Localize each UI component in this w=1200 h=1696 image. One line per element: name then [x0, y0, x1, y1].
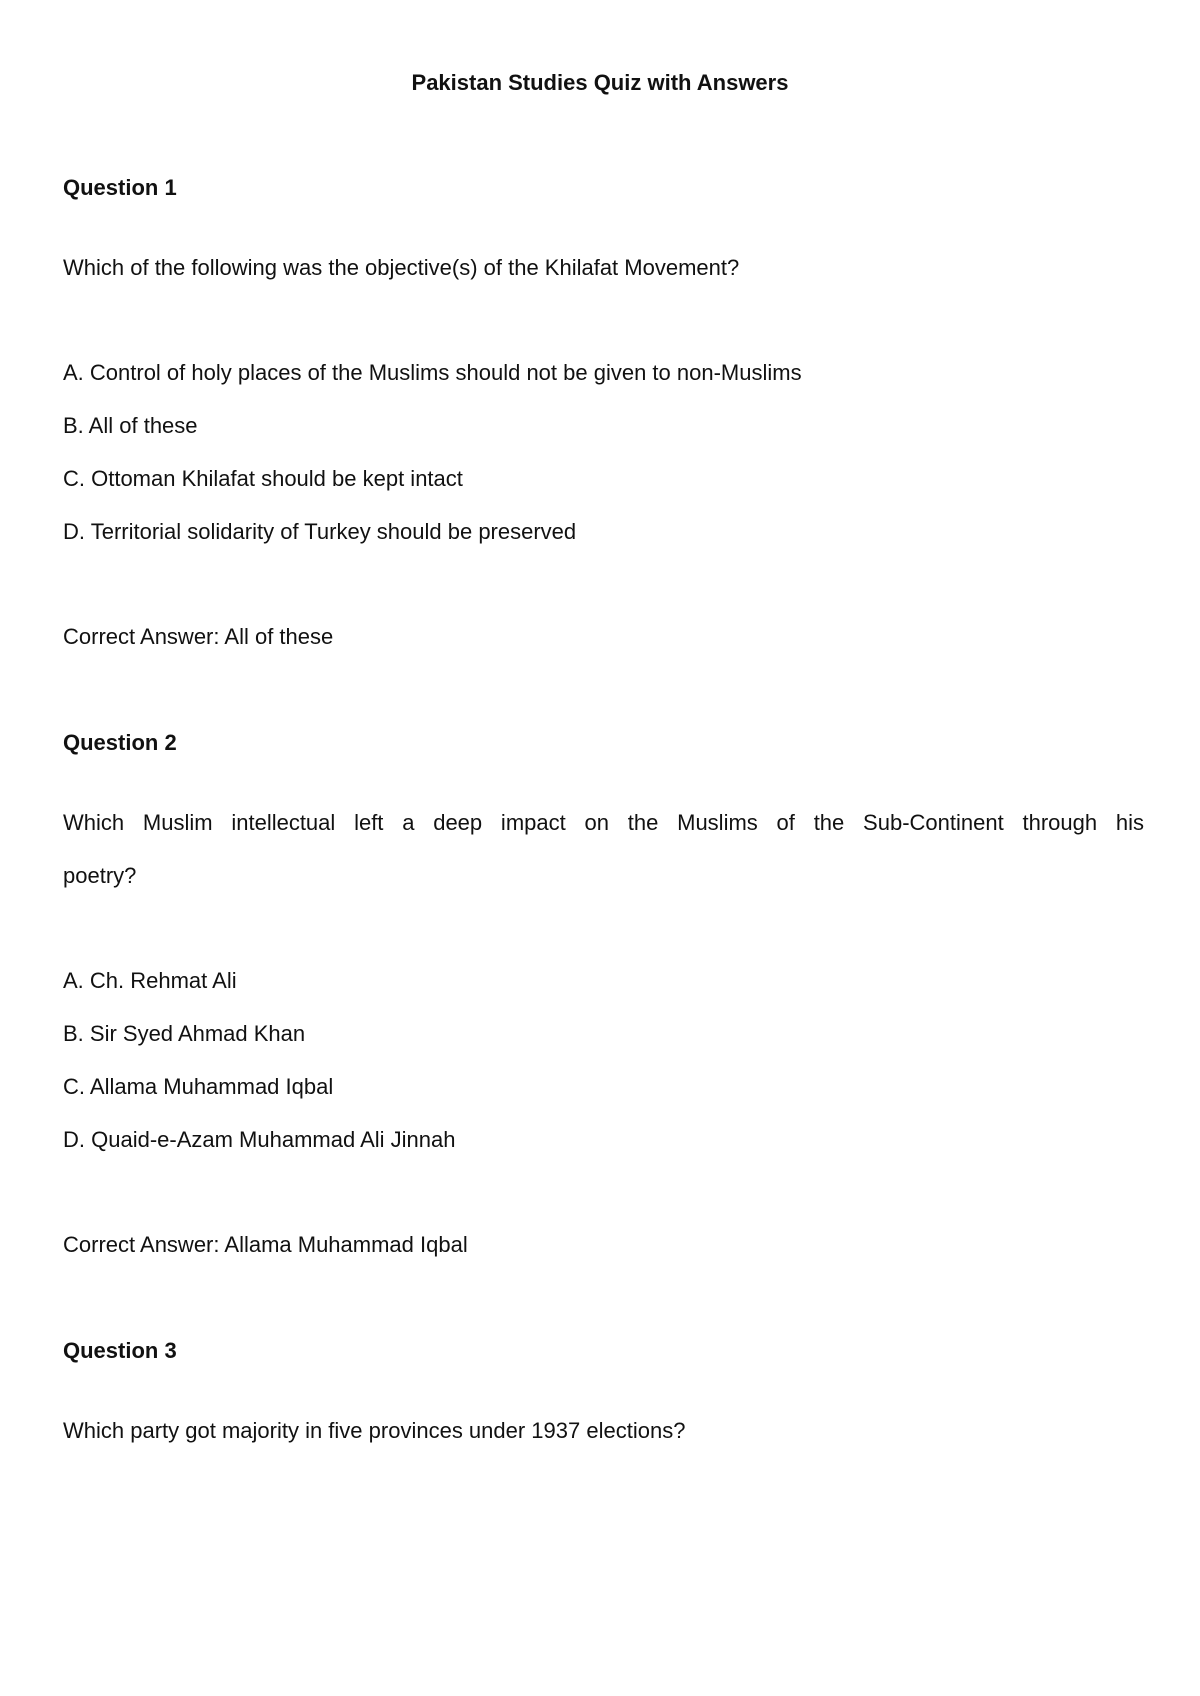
question-1-option-b: B. All of these — [63, 413, 198, 438]
question-2-option-d: D. Quaid-e-Azam Muhammad Ali Jinnah — [63, 1127, 456, 1152]
question-2-option-a: A. Ch. Rehmat Ali — [63, 968, 237, 993]
question-1-heading: Question 1 — [63, 175, 177, 200]
question-3-text: Which party got majority in five provinces under 1937 elections? — [63, 1418, 686, 1443]
question-1-option-a: A. Control of holy places of the Muslims should not be given to non-Muslims — [63, 360, 802, 385]
question-2-option-b: B. Sir Syed Ahmad Khan — [63, 1021, 306, 1046]
question-3-heading: Question 3 — [63, 1338, 177, 1363]
question-1-text: Which of the following was the objective(s) of the Khilafat Movement? — [63, 255, 740, 280]
question-2-option-c: C. Allama Muhammad Iqbal — [63, 1074, 334, 1099]
question-1-answer: Correct Answer: All of these — [63, 624, 334, 649]
question-2-text-line2: poetry? — [63, 863, 137, 888]
question-2-answer: Correct Answer: Allama Muhammad Iqbal — [63, 1232, 468, 1257]
question-2-text-line1: Which Muslim intellectual left a deep impact on the Muslims of the Sub-Continent through his — [63, 810, 1144, 835]
document-title: Pakistan Studies Quiz with Answers — [411, 70, 789, 95]
question-2-heading: Question 2 — [63, 730, 177, 755]
question-1-option-d: D. Territorial solidarity of Turkey should be preserved — [63, 519, 577, 544]
question-1-option-c: C. Ottoman Khilafat should be kept intact — [63, 466, 463, 491]
